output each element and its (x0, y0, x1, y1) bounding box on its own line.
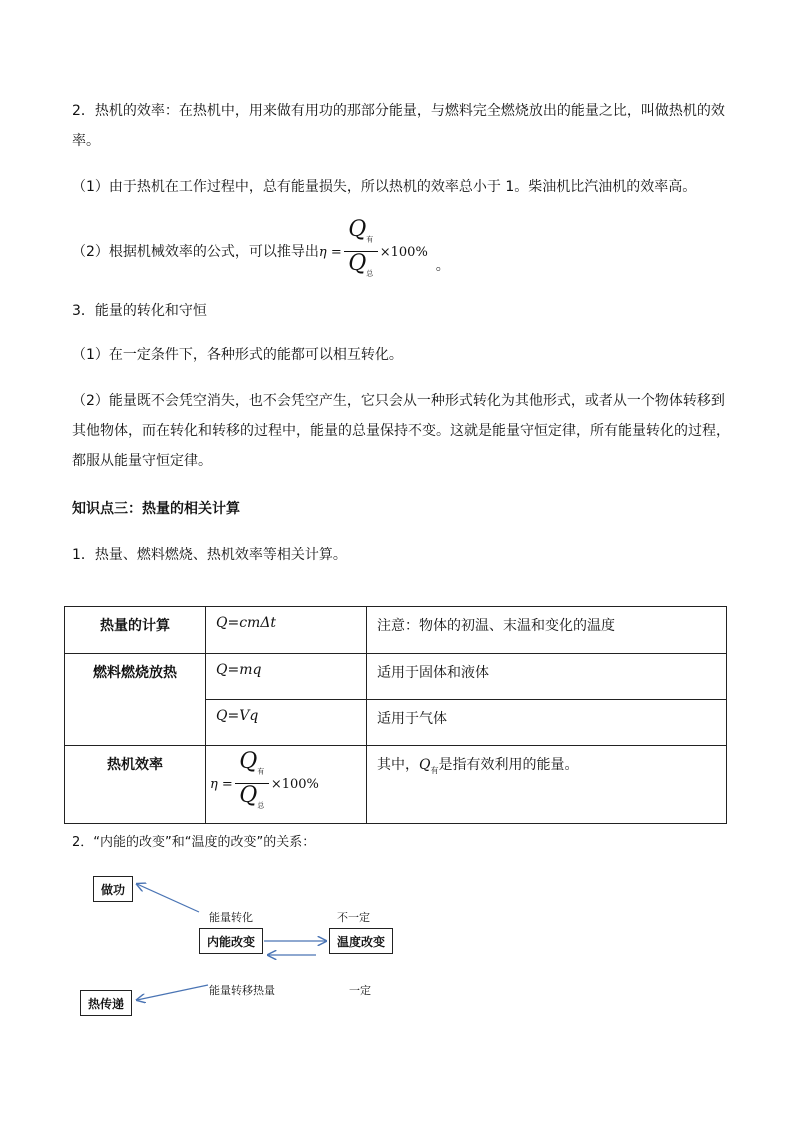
box-internal-energy-change: 内能改变 (199, 928, 263, 954)
paragraph-efficiency-point-1: （1）由于热机在工作过程中，总有能量损失，所以热机的效率总小于 1。柴油机比汽油机的效率高。 (72, 179, 697, 195)
section-3-point-2: （2）能量既不会凭空消失，也不会凭空产生，它只会从一种形式转化为其他形式，或者从一个物体转移到其他物体，而在转化和转移的过程中，能量的总量保持不变。这就是能量守恒定律，所有能量转化的过程，都服从能量守恒定律。 (72, 393, 730, 469)
table-cell: Q=cmΔt (206, 607, 367, 654)
knowledge-point-3-title: 知识点三：热量的相关计算 (72, 501, 240, 517)
box-doing-work: 做功 (93, 876, 133, 902)
box-heat-transfer: 热传递 (80, 990, 132, 1016)
formula-denominator: $Q_总$ (239, 783, 265, 810)
diagram-title: 2．“内能的改变”和“温度的改变”的关系： (72, 835, 316, 850)
section-3-title: 3．能量的转化和守恒 (72, 303, 207, 319)
knowledge-point-3-intro: 1．热量、燃料燃烧、热机效率等相关计算。 (72, 547, 347, 563)
paragraph-efficiency-definition: 2．热机的效率：在热机中，用来做有用功的那部分能量，与燃料完全燃烧放出的能量之比，叫做热机的效率。 (72, 103, 725, 149)
formula-eta: η = (210, 776, 233, 792)
formula-period: 。 (435, 257, 450, 274)
label-necessarily: 一定 (349, 984, 371, 997)
table-cell: 热机效率 (65, 746, 206, 824)
table-cell: 适用于固体和液体 (367, 654, 727, 700)
table-cell: Q=mq (206, 654, 367, 700)
formula-numerator: $Q_有$ (239, 749, 265, 776)
table-cell: 热量的计算 (65, 607, 206, 654)
formula-eta: η = (318, 244, 342, 260)
label-not-necessarily: 不一定 (337, 911, 370, 924)
table-cell: 注意：物体的初温、末温和变化的温度 (367, 607, 727, 654)
section-3-point-1: （1）在一定条件下，各种形式的能都可以相互转化。 (72, 347, 403, 363)
table-cell: Q=Vq (206, 700, 367, 746)
formula-denominator: $Q_总$ (348, 251, 374, 278)
table-cell: 适用于气体 (367, 700, 727, 746)
table-cell: 燃料燃烧放热 (65, 654, 206, 746)
arrow-to-work (137, 884, 199, 912)
label-energy-conversion: 能量转化 (209, 911, 253, 924)
formula-percent: ×100% (270, 776, 319, 792)
formula-intro-text: （2）根据机械效率的公式，可以推导出 (72, 243, 319, 260)
arrow-to-heat-transfer (137, 985, 208, 1000)
formula-percent: ×100% (379, 244, 428, 260)
formula-numerator: $Q_有$ (348, 217, 374, 244)
label-energy-transfer-heat: 能量转移热量 (209, 984, 275, 997)
box-temperature-change: 温度改变 (329, 928, 393, 954)
table-cell: 其中，$Q_有$是指有效利用的能量。 (367, 746, 727, 824)
